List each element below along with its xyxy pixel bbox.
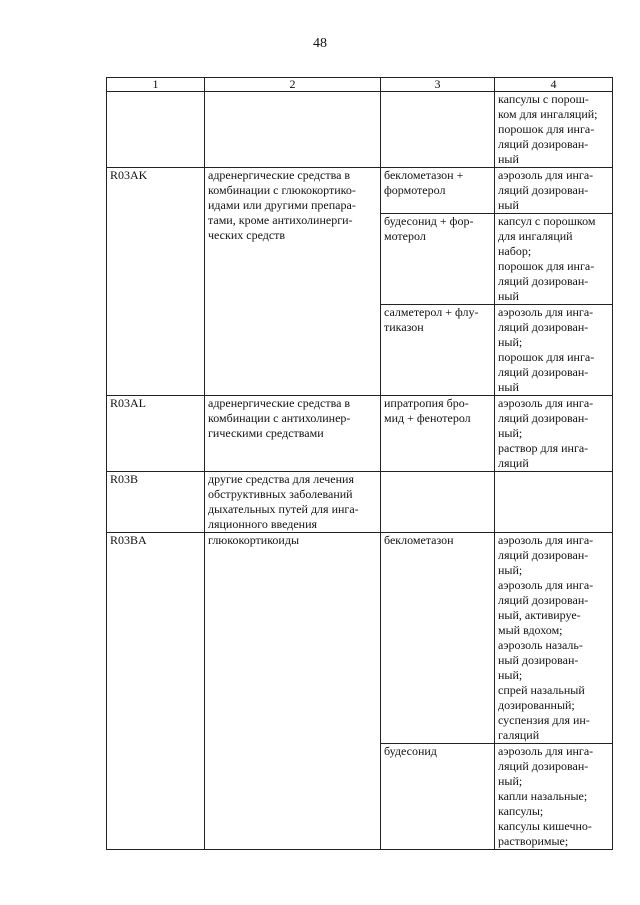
drug-name-cell: [381, 168, 495, 214]
cell-line: ный: [498, 198, 519, 212]
cell-line: комбинации с антихолинер-: [208, 411, 351, 425]
cell-line: ный, активируе-: [498, 608, 581, 622]
cell-line: ный: [498, 152, 519, 166]
cell-line: порошок для инга-: [498, 259, 595, 273]
drug-name-cell: [381, 472, 495, 533]
group-name-cell: [205, 396, 381, 472]
cell-line: ляций дозирован-: [498, 759, 589, 773]
cell-line: комбинации с глюкокортико-: [208, 183, 356, 197]
cell-line: R03B: [110, 472, 139, 486]
atc-code-cell: [107, 533, 205, 850]
cell-line: суспензия для ин-: [498, 713, 590, 727]
page-number: 48: [313, 36, 327, 51]
cell-line: будесонид + фор-: [384, 214, 474, 228]
cell-line: аэрозоль назаль-: [498, 638, 583, 652]
cell-line: мид + фенотерол: [384, 411, 471, 425]
dosage-form-cell: [495, 533, 613, 744]
cell-line: салметерол + флу-: [384, 305, 479, 319]
drug-name-cell: [381, 396, 495, 472]
cell-line: капсулы;: [498, 804, 544, 818]
cell-line: обструктивных заболеваний: [208, 487, 353, 501]
cell-line: тиказон: [384, 320, 424, 334]
column-header: 4: [495, 78, 613, 92]
drug-name-cell: [381, 305, 495, 396]
cell-line: будесонид: [384, 744, 437, 758]
cell-line: R03AK: [110, 168, 148, 182]
atc-code-cell: [107, 472, 205, 533]
cell-line: капли назальные;: [498, 789, 588, 803]
table-row: [107, 472, 613, 533]
cell-line: капсулы кишечно-: [498, 819, 592, 833]
dosage-form-cell: [495, 92, 613, 168]
cell-line: ный;: [498, 563, 523, 577]
cell-line: аэрозоль для инга-: [498, 533, 594, 547]
cell-line: R03AL: [110, 396, 146, 410]
dosage-form-cell: [495, 744, 613, 850]
drug-table: [106, 77, 613, 850]
cell-line: другие средства для лечения: [208, 472, 354, 486]
group-name-cell: [205, 92, 381, 168]
cell-line: беклометазон +: [384, 168, 464, 182]
cell-line: ляций дозирован-: [498, 274, 589, 288]
cell-line: аэрозоль для инга-: [498, 578, 594, 592]
drug-name-cell: [381, 214, 495, 305]
cell-line: глюкокортикоиды: [208, 533, 300, 547]
cell-line: ляций дозирован-: [498, 137, 589, 151]
cell-line: гическими средствами: [208, 426, 324, 440]
table-row: [107, 533, 613, 744]
cell-line: ляционного введения: [208, 517, 318, 531]
group-name-cell: [205, 533, 381, 850]
cell-line: ляций: [498, 456, 529, 470]
cell-line: аэрозоль для инга-: [498, 396, 594, 410]
cell-line: капсул с порошком: [498, 214, 596, 228]
cell-line: дыхательных путей для инга-: [208, 502, 359, 516]
cell-line: ный: [498, 289, 519, 303]
cell-line: ный дозирован-: [498, 653, 579, 667]
column-header: 2: [205, 78, 381, 92]
cell-line: растворимые;: [498, 834, 569, 848]
group-name-cell: [205, 168, 381, 396]
cell-line: ный: [498, 380, 519, 394]
column-header: 1: [107, 78, 205, 92]
cell-line: адренергические средства в: [208, 396, 351, 410]
cell-line: ляций дозирован-: [498, 593, 589, 607]
cell-line: ный;: [498, 426, 523, 440]
drug-name-cell: [381, 533, 495, 744]
cell-line: ляций дозирован-: [498, 548, 589, 562]
cell-line: аэрозоль для инга-: [498, 168, 594, 182]
dosage-form-cell: [495, 472, 613, 533]
cell-line: беклометазон: [384, 533, 454, 547]
table-row: [107, 92, 613, 168]
cell-line: аэрозоль для инга-: [498, 305, 594, 319]
cell-line: аэрозоль для инга-: [498, 744, 594, 758]
cell-line: порошок для инга-: [498, 350, 595, 364]
cell-line: ипратропия бро-: [384, 396, 469, 410]
dosage-form-cell: [495, 168, 613, 214]
cell-line: для ингаляций: [498, 229, 573, 243]
table-body: [107, 92, 613, 850]
cell-line: раствор для инга-: [498, 441, 589, 455]
cell-line: мый вдохом;: [498, 623, 563, 637]
cell-line: ный;: [498, 335, 523, 349]
cell-line: набор;: [498, 244, 532, 258]
cell-line: ляций дозирован-: [498, 365, 589, 379]
atc-code-cell: [107, 92, 205, 168]
dosage-form-cell: [495, 214, 613, 305]
drug-name-cell: [381, 92, 495, 168]
cell-line: формотерол: [384, 183, 446, 197]
column-header: 3: [381, 78, 495, 92]
dosage-form-cell: [495, 305, 613, 396]
cell-line: R03BA: [110, 533, 147, 547]
cell-line: капсулы с порош-: [498, 92, 589, 106]
cell-line: адренергические средства в: [208, 168, 351, 182]
drug-name-cell: [381, 744, 495, 850]
group-name-cell: [205, 472, 381, 533]
cell-line: порошок для инга-: [498, 122, 595, 136]
table-row: [107, 168, 613, 214]
table-row: [107, 396, 613, 472]
cell-line: галяций: [498, 728, 540, 742]
cell-line: тами, кроме антихолинерги-: [208, 213, 353, 227]
cell-line: ляций дозирован-: [498, 183, 589, 197]
cell-line: ком для ингаляций;: [498, 107, 598, 121]
dosage-form-cell: [495, 396, 613, 472]
table-header-row: [107, 78, 613, 92]
atc-code-cell: [107, 168, 205, 396]
cell-line: ляций дозирован-: [498, 411, 589, 425]
cell-line: мотерол: [384, 229, 426, 243]
cell-line: ляций дозирован-: [498, 320, 589, 334]
cell-line: дозированный;: [498, 698, 575, 712]
cell-line: идами или другими препара-: [208, 198, 356, 212]
atc-code-cell: [107, 396, 205, 472]
cell-line: ный;: [498, 774, 523, 788]
cell-line: спрей назальный: [498, 683, 585, 697]
cell-line: ческих средств: [208, 228, 286, 242]
cell-line: ный;: [498, 668, 523, 682]
